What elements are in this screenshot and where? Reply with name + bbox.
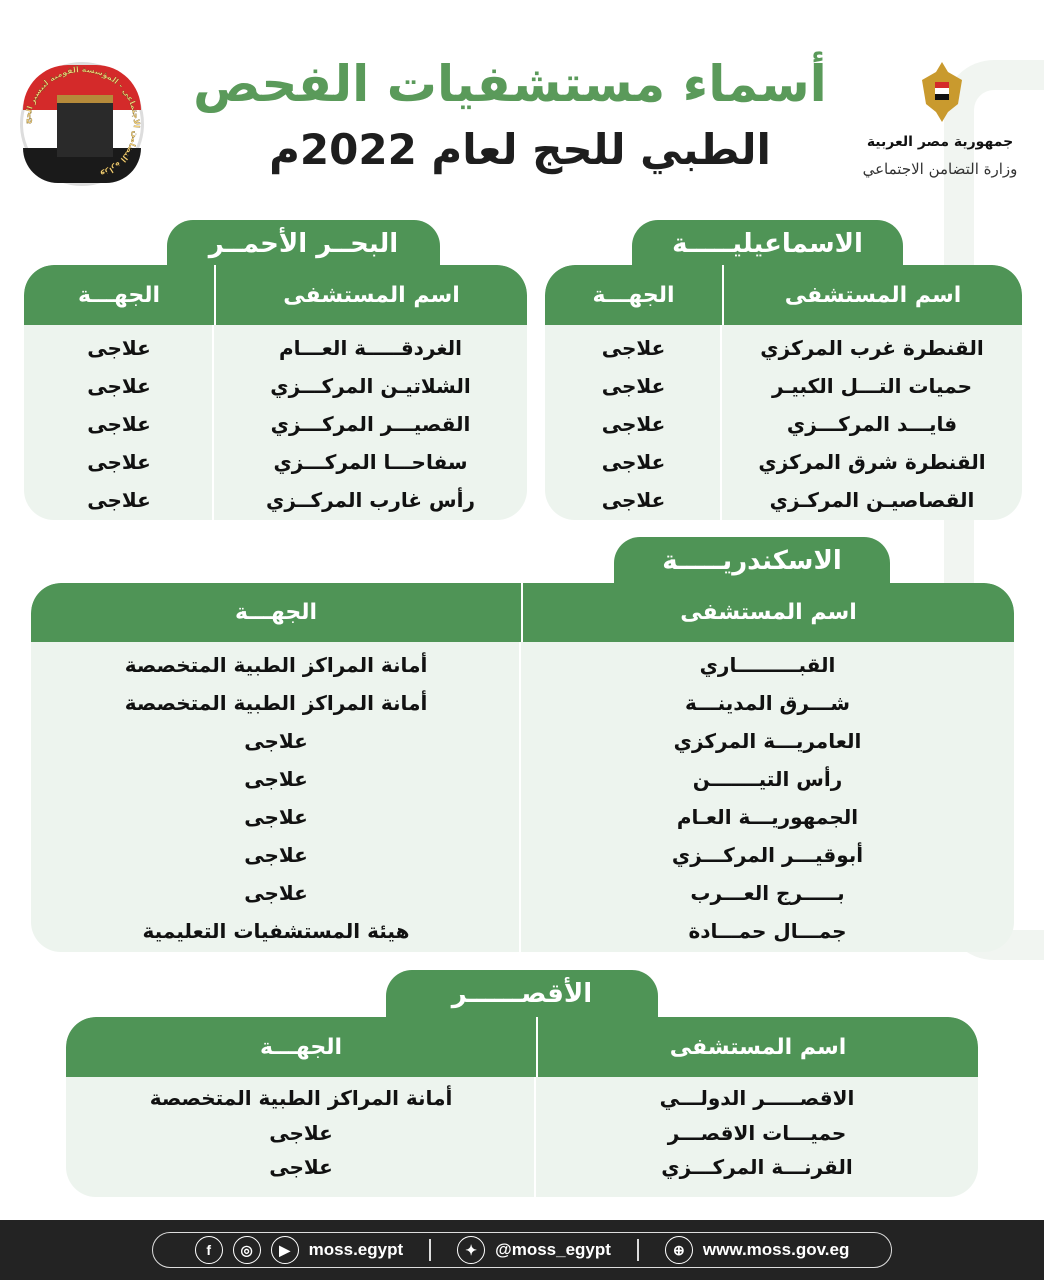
entity-name: هيئة المستشفيات التعليمية [142,919,410,943]
entity-name: علاجى [244,729,308,753]
twitter-handle[interactable]: @moss_egypt [495,1240,611,1259]
table-row [24,481,527,519]
hospital-name: سفاحـــا المركـــزي [273,450,468,474]
facebook-icon[interactable]: f [195,1236,223,1264]
column-header-entity: الجهـــة [77,282,161,308]
entity-name: علاجى [601,450,666,474]
column-header-entity: الجهـــة [592,282,675,308]
entity-name: علاجى [87,488,151,512]
ministry-name: وزارة التضامن الاجتماعي [862,160,1018,178]
table-row [545,481,1022,519]
column-divider [720,325,722,520]
table-row [31,684,1014,722]
website-link[interactable]: www.moss.gov.eg [702,1240,850,1259]
column-header-entity: الجهـــة [259,1034,343,1060]
entity-name: علاجى [87,412,151,436]
entity-name: علاجى [601,336,666,360]
logo-ring-text [20,62,144,186]
hospital-name: بـــــرج العـــرب [690,881,845,905]
table-row [545,405,1022,443]
page-subtitle: الطبي للحج لعام 2022م [269,125,771,174]
table-row [31,798,1014,836]
table-row [24,329,527,367]
globe-icon[interactable]: ⊕ [665,1236,693,1264]
column-divider [212,325,214,520]
hospital-name: جمـــال حمـــادة [688,919,847,943]
table-row [66,1081,978,1116]
table-header [66,1017,978,1077]
instagram-icon[interactable]: ◎ [233,1236,261,1264]
hospital-name: حميات التـــل الكبيـر [772,374,973,398]
hospital-name: القرنـــة المركـــزي [661,1155,853,1180]
hospital-name: العامريـــة المركزي [673,729,862,753]
hospital-name: شـــرق المدينـــة [684,691,851,715]
entity-name: علاجى [244,805,308,829]
table-row [31,874,1014,912]
column-header-hospital: اسم المستشفى [536,1017,978,1077]
hospital-name: القبـــــــــاري [699,653,836,677]
entity-name: أمانة المراكز الطبية المتخصصة [124,691,428,715]
entity-name: علاجى [87,336,151,360]
hospital-table [24,265,527,520]
table-row [66,1116,978,1151]
column-header-hospital: اسم المستشفى [722,265,1022,325]
hospital-name: القصاصيـن المركـزي [769,488,975,512]
twitter-icon[interactable]: ✦ [457,1236,485,1264]
hospital-name: الجمهوريـــة العـام [676,805,859,829]
hospital-name: حميـــات الاقصـــر [667,1120,847,1145]
section-title: الاسكندريـــــة [614,537,890,585]
youtube-icon[interactable]: ▶ [271,1236,299,1264]
svg-text:وزارة التضامن الاجتماعي - المؤ [23,65,141,179]
logo-text: وزارة التضامن الاجتماعي - المؤسسة القومية لتيسير الحج [22,64,142,180]
entity-name: علاجى [244,843,308,867]
hospital-name: فايـــد المركـــزي [786,412,958,436]
hospital-name: الاقصـــــر الدولـــي [659,1086,855,1111]
column-header-hospital: اسم المستشفى [521,583,1014,642]
table-row [545,443,1022,481]
table-header [24,265,527,325]
section-title: الاسماعيليـــــة [632,220,903,268]
hospital-name: القنطرة غرب المركزي [760,336,984,360]
hospital-name: رأس التيـــــــن [692,767,843,791]
table-row [31,836,1014,874]
hospital-name: رأس غارب المركــزي [266,488,475,512]
hospital-name: القنطرة شرق المركزي [758,450,986,474]
section-title: البحــر الأحمــر [167,220,440,268]
entity-name: علاجى [87,450,151,474]
entity-name: علاجى [601,488,666,512]
divider [637,1239,639,1261]
table-row [545,329,1022,367]
table-row [24,405,527,443]
table-row [545,367,1022,405]
gov-name: جمهورية مصر العربية [866,134,1014,150]
table-row [24,367,527,405]
column-header-hospital: اسم المستشفى [214,265,527,325]
entity-name: علاجى [269,1155,333,1180]
hospital-name: الغردقـــــة العـــام [278,336,463,360]
egypt-eagle-emblem-icon [918,60,966,126]
entity-name: علاجى [244,881,308,905]
section-title: الأقصــــــر [386,970,658,1018]
entity-name: أمانة المراكز الطبية المتخصصة [124,653,428,677]
table-row [66,1150,978,1185]
hospital-table [66,1017,978,1197]
page-title: أسماء مستشفيات الفحص [193,55,827,113]
table-row [31,912,1014,950]
table-header [31,583,1014,642]
entity-name: علاجى [601,374,666,398]
column-divider [519,642,521,952]
hospital-name: الشلاتيـن المركـــزي [270,374,471,398]
table-row [24,443,527,481]
social-handle[interactable]: moss.egypt [308,1240,404,1259]
entity-name: علاجى [244,767,308,791]
hospital-name: القصيـــر المركـــزي [270,412,471,436]
entity-name: علاجى [87,374,151,398]
table-row [31,646,1014,684]
table-row [31,760,1014,798]
hospital-table [545,265,1022,520]
table-row [31,722,1014,760]
entity-name: علاجى [601,412,666,436]
entity-name: أمانة المراكز الطبية المتخصصة [149,1086,453,1111]
entity-name: علاجى [269,1120,333,1145]
column-divider [534,1077,536,1197]
hospital-table [31,583,1014,952]
hajj-foundation-logo [20,62,144,186]
table-header [545,265,1022,325]
hospital-name: أبوقيـــر المركـــزي [671,843,864,867]
column-header-entity: الجهـــة [234,600,318,625]
divider [429,1239,431,1261]
footer-contacts [152,1232,892,1268]
